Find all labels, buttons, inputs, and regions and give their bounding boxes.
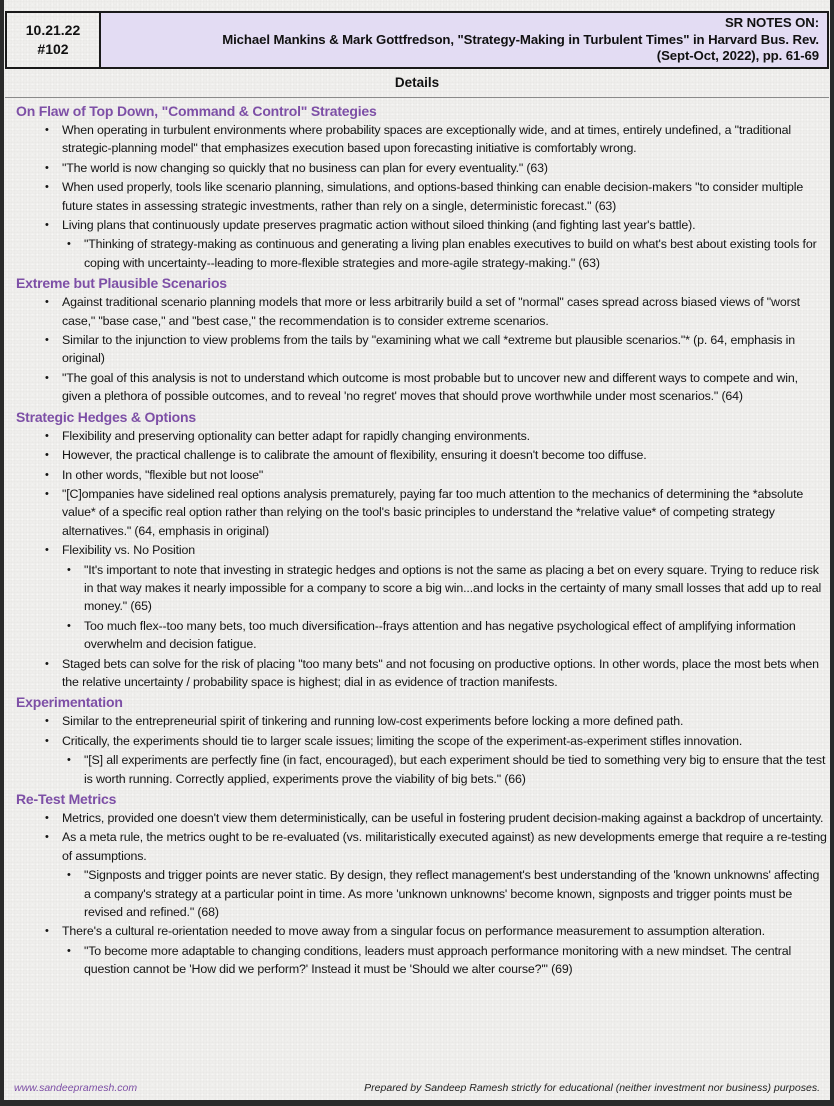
- section-title: Experimentation: [16, 694, 123, 711]
- bullet-list: [16, 809, 828, 979]
- notes-page: [4, 0, 830, 1100]
- bullet-item: • When operating in turbulent environments where probability spaces are exceptionally wide, and at times, entirely undefined, a "traditional strategic-planning model" that emphasizes execution based upon forecasting initiative is comfortably wrong.: [16, 121, 828, 158]
- header: [5, 11, 829, 69]
- section-retest-metrics: [16, 789, 828, 979]
- bullet-list: [16, 293, 828, 405]
- section-flaw-top-down: [16, 101, 828, 272]
- notes-content: [16, 101, 828, 980]
- bullet-item: • Flexibility vs. No Position: [16, 541, 828, 559]
- bullet-item: • Critically, the experiments should tie to larger scale issues; limiting the scope of the experiment-as-experiment stifles innovation.: [16, 732, 828, 750]
- sub-bullet-item: • "It's important to note that investing in strategic hedges and options is not the same as placing a bet on every square. Trying to reduce risk in that way makes it nearly impossible for a company to score a big win...and locks in the certainty of many small losses that add up to real money." (65): [16, 561, 828, 616]
- section-title: Strategic Hedges & Options: [16, 408, 196, 425]
- notes-label: SR NOTES ON:: [724, 15, 819, 30]
- bullet-item: • Living plans that continuously update preserves pragmatic action without siloed thinking (and fighting last year's battle).: [16, 216, 828, 234]
- bullet-item: • Flexibility and preserving optionality can better adapt for rapidly changing environments.: [16, 427, 828, 445]
- section-title: Extreme but Plausible Scenarios: [16, 275, 227, 292]
- section-extreme-scenarios: [16, 273, 828, 405]
- bullet-item: • In other words, "flexible but not loose": [16, 466, 828, 484]
- bullet-item: • When used properly, tools like scenario planning, simulations, and options-based thinking can enable decision-makers "to consider multiple future states in assessing strategic investments, rather than rely on a single, deterministic forecast." (63): [16, 178, 828, 215]
- bullet-item: • There's a cultural re-orientation needed to move away from a singular focus on performance measurement to assumption alteration.: [16, 922, 828, 940]
- bullet-list: [16, 121, 828, 272]
- sub-bullet-item: • "Thinking of strategy-making as continuous and generating a living plan enables executives to build on what's best about existing tools for coping with uncertainty--leading to more-flexible strategies and more-agile strategy-making." (63): [16, 235, 828, 272]
- bullet-item: • Similar to the injunction to view problems from the tails by "examining what we call *extreme but plausible scenarios."* (p. 64, emphasis in original): [16, 331, 828, 368]
- bullet-item: • "The world is now changing so quickly that no business can plan for every eventuality." (63): [16, 159, 828, 177]
- bullet-item: • Metrics, provided one doesn't view them deterministically, can be useful in fostering prudent decision-making against a backdrop of uncertainty.: [16, 809, 828, 827]
- website-link[interactable]: www.sandeepramesh.com: [14, 1082, 138, 1094]
- bullet-list: [16, 427, 828, 692]
- section-title: On Flaw of Top Down, "Command & Control" Strategies: [16, 103, 377, 119]
- header-citation-box: [101, 13, 827, 67]
- section-strategic-hedges: [16, 407, 828, 692]
- sub-bullet-item: • "Signposts and trigger points are never static. By design, they reflect management's best understanding of the 'known unknowns' affecting a company's strategy at a particular point in time. As more 'unknown unknowns' become known, signposts and trigger points must be revised and refined." (68): [16, 866, 828, 921]
- sub-bullet-item: • "[S] all experiments are perfectly fine (in fact, encouraged), but each experiment should be tied to something very big to ensure that the test is worth running. Correctly applied, experiments prove the viability of big bets." (66): [16, 751, 828, 788]
- citation-line-2: (Sept-Oct, 2022), pp. 61-69: [656, 48, 819, 63]
- bullet-item: • Staged bets can solve for the risk of placing "too many bets" and not focusing on productive options. In other words, place the most bets when the relative uncertainty / probability space is highest; dial in as evidence of traction manifests.: [16, 655, 828, 692]
- header-id-box: [7, 13, 101, 67]
- section-title: Re-Test Metrics: [16, 791, 117, 807]
- bullet-list: [16, 712, 828, 788]
- bullet-item: • However, the practical challenge is to calibrate the amount of flexibility, ensuring it doesn't become too diffuse.: [16, 446, 828, 464]
- bullet-item: • "The goal of this analysis is not to understand which outcome is most probable but to uncover new and different ways to compete and win, given a plethora of possible outcomes, and to reveal 'no regret' moves that should prove worthwhile under most scenarios." (64): [16, 369, 828, 406]
- note-date: 10.21.22: [25, 22, 81, 38]
- bullet-item: • As a meta rule, the metrics ought to be re-evaluated (vs. militaristically executed against) as new developments emerge that require a re-testing of assumptions.: [16, 828, 828, 865]
- bullet-item: • "[C]ompanies have sidelined real options analysis prematurely, paying far too much attention to the mechanics of determining the *absolute value* of a specific real option rather than relying on the tool's basic principles to understand the *relative value* of competing strategy alternatives." (64, emphasis in original): [16, 485, 828, 540]
- details-heading: Details: [5, 69, 829, 98]
- sub-bullet-item: • "To become more adaptable to changing conditions, leaders must approach performance monitoring with a new mindset. The central question cannot be 'How did we perform?' Instead it must be 'Should we alter course?'" (69): [16, 942, 828, 979]
- bullet-item: • Similar to the entrepreneurial spirit of tinkering and running low-cost experiments before locking a more defined path.: [16, 712, 828, 730]
- bullet-item: • Against traditional scenario planning models that more or less arbitrarily build a set of "normal" cases spread across biased views of "worst case," "base case," and "best case," the recommendation is to consider extreme scenarios.: [16, 293, 828, 330]
- footer: [14, 1080, 820, 1096]
- citation-line-1: Michael Mankins & Mark Gottfredson, "Strategy-Making in Turbulent Times" in Harvard Bus. Rev.: [222, 31, 819, 47]
- note-number: #102: [37, 41, 69, 57]
- disclaimer-text: Prepared by Sandeep Ramesh strictly for educational (neither investment nor business) purposes.: [364, 1082, 820, 1094]
- sub-bullet-item: • Too much flex--too many bets, too much diversification--frays attention and has negative psychological effect of amplifying information overwhelm and decision fatigue.: [16, 617, 828, 654]
- section-experimentation: [16, 692, 828, 788]
